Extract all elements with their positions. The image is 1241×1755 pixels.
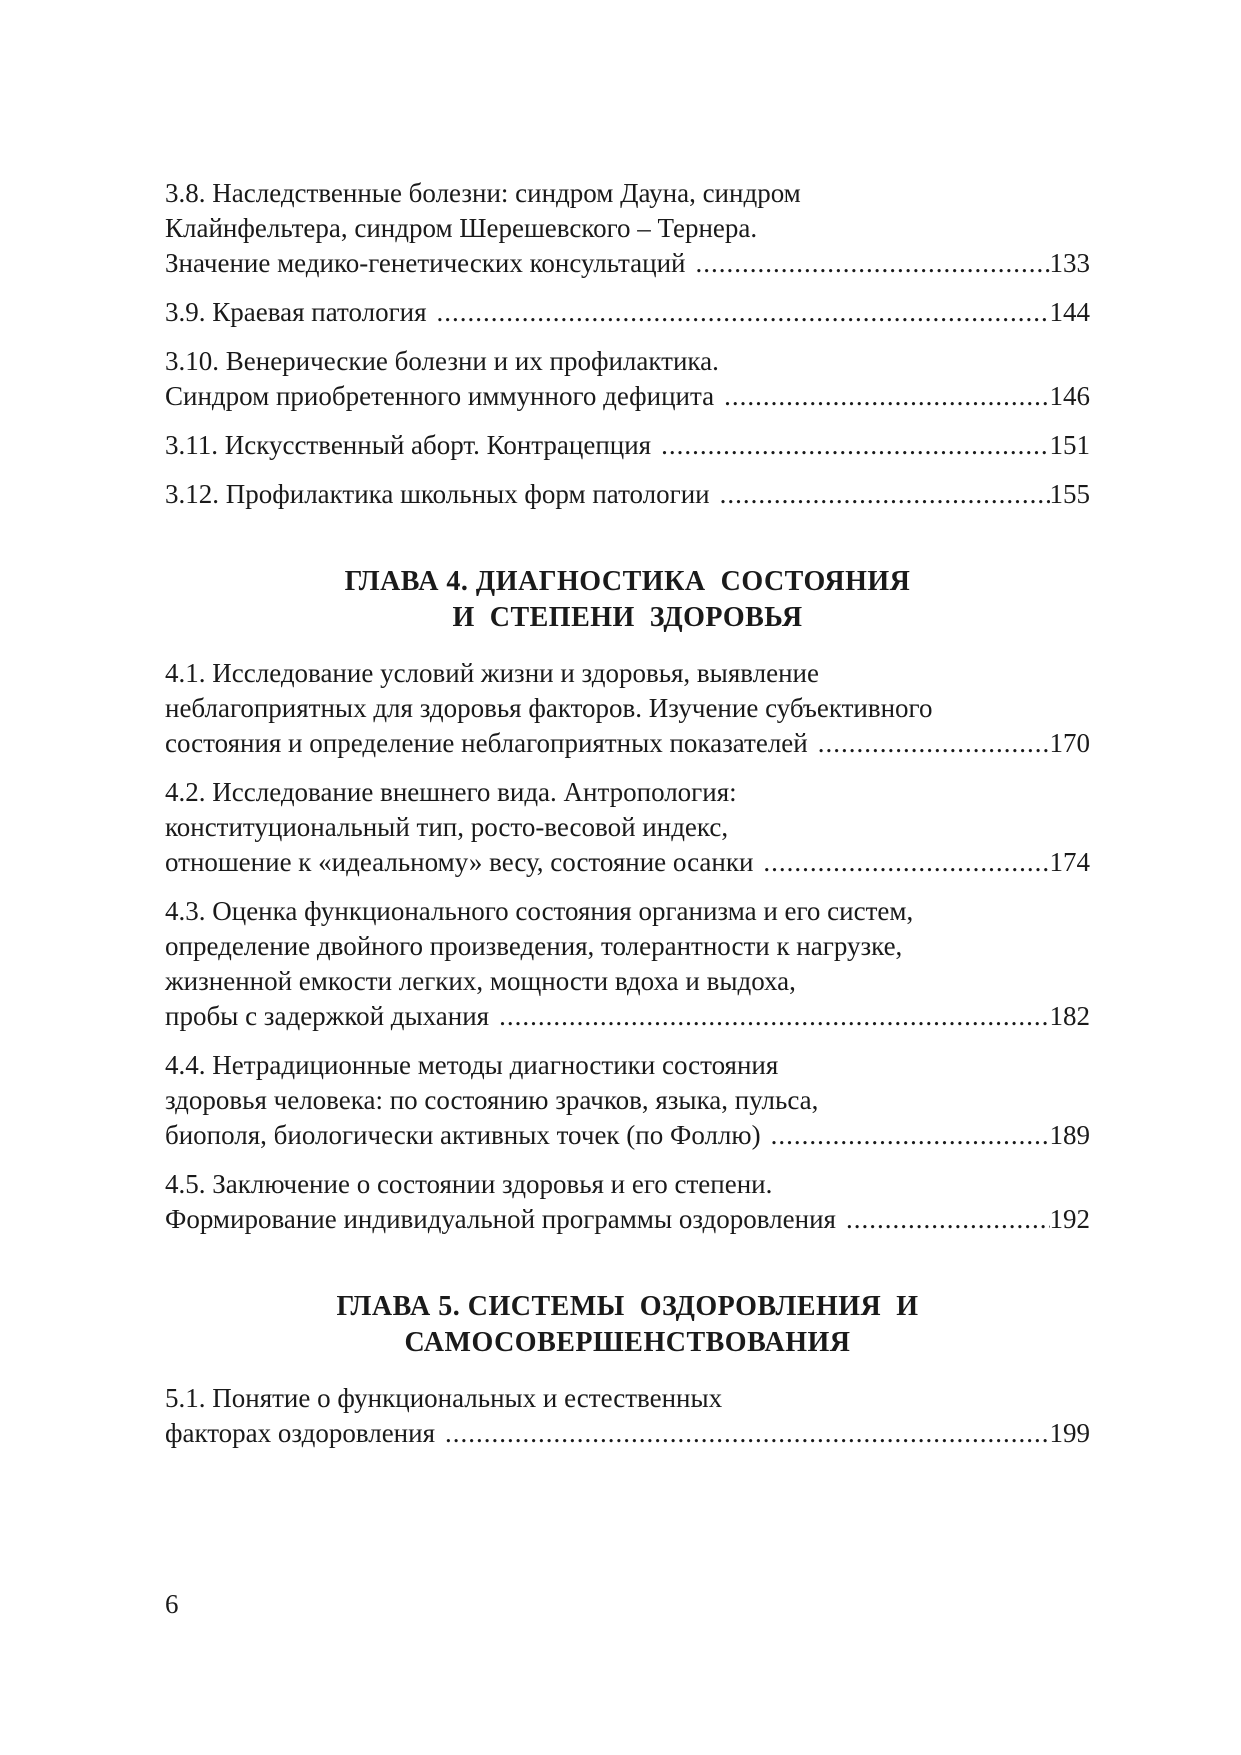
dot-leader xyxy=(437,295,1050,330)
toc-entry-last-line xyxy=(165,1202,1090,1237)
toc-entry-line: 4.4. Нетрадиционные методы диагностики состояния xyxy=(165,1050,779,1080)
toc-entry-last-line xyxy=(165,1416,1090,1451)
toc-page-number: 189 xyxy=(1049,1120,1090,1150)
toc-entry xyxy=(165,295,1090,330)
toc-page-number: 182 xyxy=(1049,1001,1090,1031)
toc-entry-line: Синдром приобретенного иммунного дефицита xyxy=(165,381,715,411)
toc-page-number: 170 xyxy=(1049,728,1090,758)
dot-leader xyxy=(696,246,1050,281)
toc-entry-last-line xyxy=(165,428,1090,463)
toc-entry-last-line xyxy=(165,999,1090,1034)
toc-page-number: 192 xyxy=(1049,1204,1090,1234)
toc-entry-line: 3.11. Искусственный аборт. Контрацепция xyxy=(165,430,652,460)
toc-entry-line: состояния и определение неблагоприятных показателей xyxy=(165,728,808,758)
toc-entry xyxy=(165,344,1090,414)
toc-entry-last-line xyxy=(165,477,1090,512)
toc-entry-line: 3.12. Профилактика школьных форм патологии xyxy=(165,479,710,509)
toc-entry-last-line xyxy=(165,379,1090,414)
toc-entry-line: 3.9. Краевая патология xyxy=(165,297,427,327)
dot-leader xyxy=(720,477,1050,512)
toc-entry-last-line xyxy=(165,246,1090,281)
chapter-heading-line: И СТЕПЕНИ ЗДОРОВЬЯ xyxy=(452,602,803,633)
dot-leader xyxy=(771,1118,1050,1153)
toc-page-number: 146 xyxy=(1049,381,1090,411)
table-of-contents xyxy=(165,176,1090,1465)
toc-page-number: 199 xyxy=(1049,1418,1090,1448)
toc-entry xyxy=(165,176,1090,281)
toc-entry-line: 4.5. Заключение о состоянии здоровья и его степени. xyxy=(165,1169,773,1199)
chapter-heading xyxy=(165,564,1090,636)
toc-entry-last-line xyxy=(165,295,1090,330)
chapter-heading-line: ГЛАВА 5. СИСТЕМЫ ОЗДОРОВЛЕНИЯ И xyxy=(336,1291,919,1322)
toc-entry-line: 4.1. Исследование условий жизни и здоровья, выявление xyxy=(165,658,819,688)
toc-entry-line: здоровья человека: по состоянию зрачков, языка, пульса, xyxy=(165,1085,819,1115)
toc-entry-last-line xyxy=(165,1118,1090,1153)
toc-entry-line: 3.8. Наследственные болезни: синдром Дауна, синдром xyxy=(165,178,801,208)
toc-entry xyxy=(165,428,1090,463)
toc-entry-line: Формирование индивидуальной программы оздоровления xyxy=(165,1204,836,1234)
toc-entry-line: жизненной емкости легких, мощности вдоха и выдоха, xyxy=(165,966,796,996)
toc-entry-line: биополя, биологически активных точек (по Фоллю) xyxy=(165,1120,761,1150)
toc-entry-line: факторах оздоровления xyxy=(165,1418,435,1448)
toc-entry-line: определение двойного произведения, толерантности к нагрузке, xyxy=(165,931,903,961)
toc-entry xyxy=(165,1048,1090,1153)
toc-entry-last-line xyxy=(165,726,1090,761)
dot-leader xyxy=(818,726,1050,761)
toc-page-number: 144 xyxy=(1049,297,1090,327)
dot-leader xyxy=(724,379,1049,414)
page-number: 6 xyxy=(165,1589,179,1619)
toc-entry-line: отношение к «идеальному» весу, состояние осанки xyxy=(165,847,754,877)
toc-entry-line: 4.3. Оценка функционального состояния организма и его систем, xyxy=(165,896,914,926)
toc-entry-last-line xyxy=(165,845,1090,880)
chapter-heading xyxy=(165,1289,1090,1361)
dot-leader xyxy=(846,1202,1050,1237)
toc-entry-line: 5.1. Понятие о функциональных и естественных xyxy=(165,1383,723,1413)
toc-page-number: 174 xyxy=(1049,847,1090,877)
toc-entry xyxy=(165,894,1090,1034)
toc-entry-line: 3.10. Венерические болезни и их профилактика. xyxy=(165,346,719,376)
dot-leader xyxy=(499,999,1049,1034)
chapter-heading-line: САМОСОВЕРШЕНСТВОВАНИЯ xyxy=(404,1327,851,1358)
toc-entry-line: 4.2. Исследование внешнего вида. Антропология: xyxy=(165,777,737,807)
toc-entry-line: неблагоприятных для здоровья факторов. Изучение субъективного xyxy=(165,693,933,723)
dot-leader xyxy=(661,428,1049,463)
toc-entry-line: конституциональный тип, росто-весовой индекс, xyxy=(165,812,729,842)
toc-entry-line: пробы с задержкой дыхания xyxy=(165,1001,490,1031)
toc-page-number: 155 xyxy=(1049,479,1090,509)
toc-entry xyxy=(165,1167,1090,1237)
toc-entry xyxy=(165,656,1090,761)
toc-page-number: 151 xyxy=(1049,430,1090,460)
dot-leader xyxy=(763,845,1049,880)
toc-entry xyxy=(165,1381,1090,1451)
toc-page-number: 133 xyxy=(1049,248,1090,278)
dot-leader xyxy=(445,1416,1050,1451)
chapter-heading-line: ГЛАВА 4. ДИАГНОСТИКА СОСТОЯНИЯ xyxy=(344,566,911,597)
toc-entry-line: Клайнфельтера, синдром Шерешевского – Тернера. xyxy=(165,213,758,243)
toc-entry-line: Значение медико-генетических консультаций xyxy=(165,248,686,278)
toc-entry xyxy=(165,477,1090,512)
toc-entry xyxy=(165,775,1090,880)
